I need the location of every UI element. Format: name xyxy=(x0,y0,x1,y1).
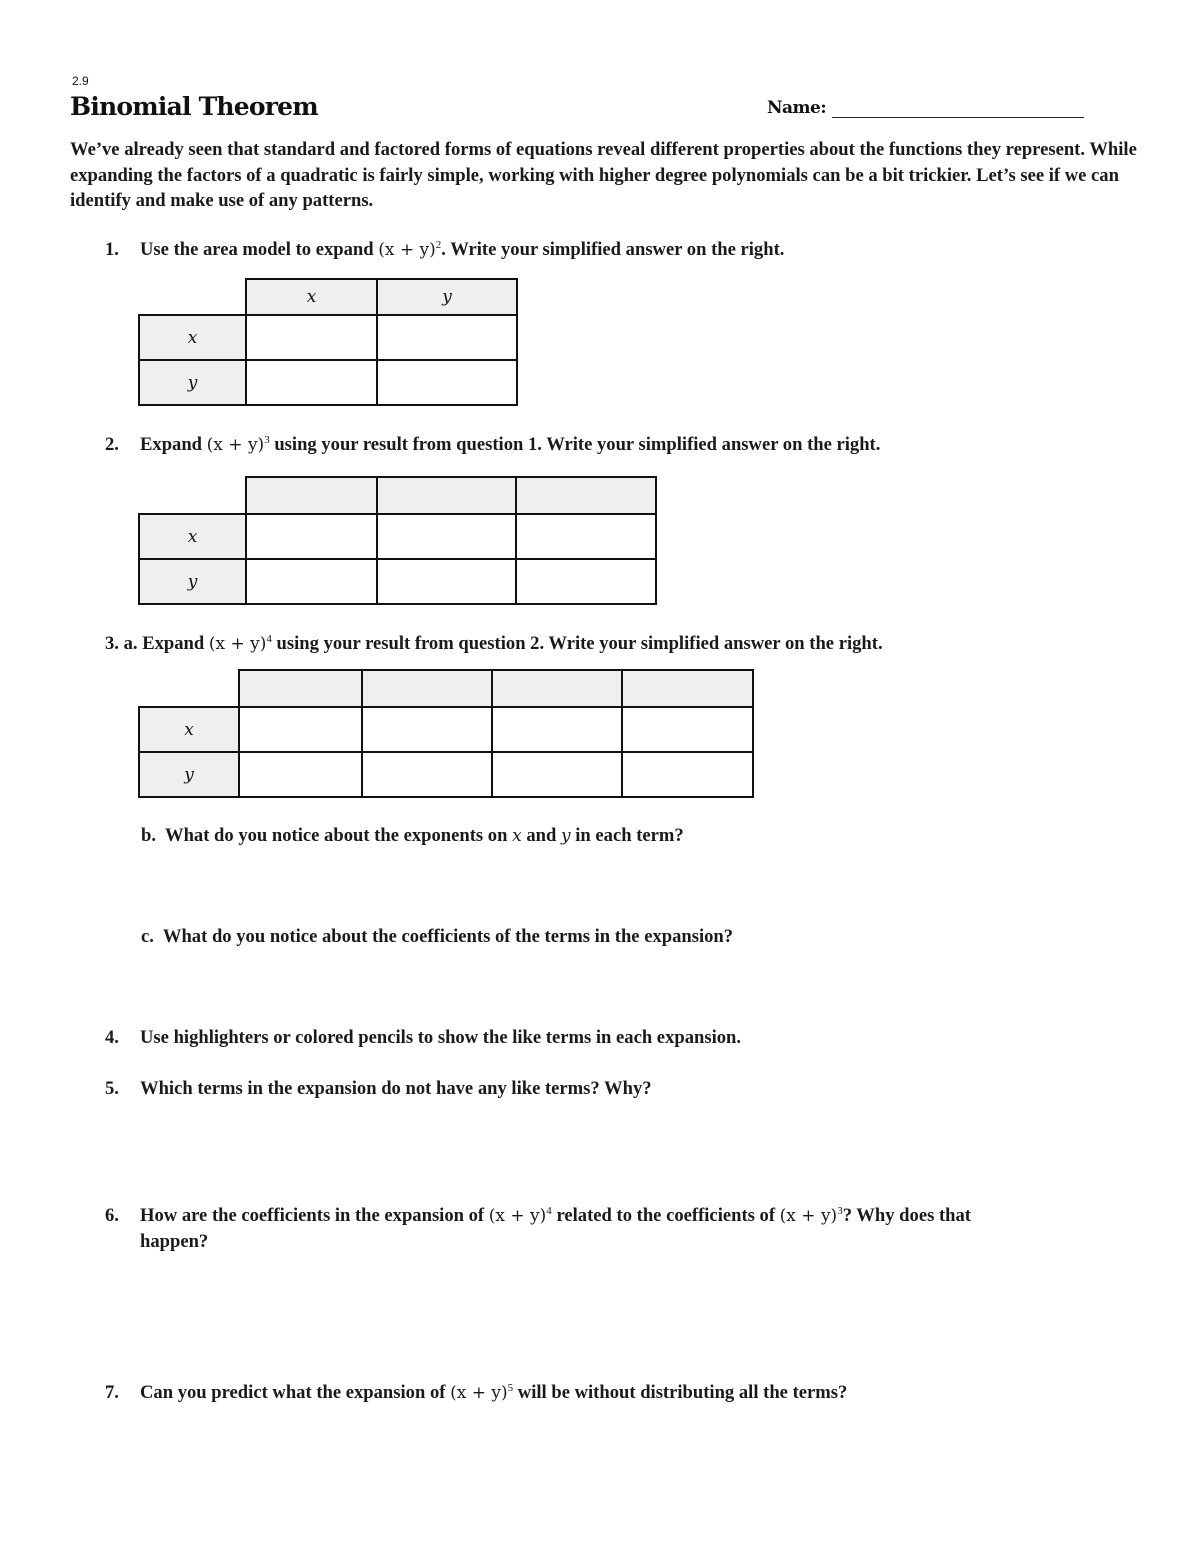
question-number: 5. xyxy=(105,1078,119,1099)
area-model-table-1 xyxy=(138,278,518,406)
row-header: y xyxy=(139,559,246,604)
answer-cell[interactable] xyxy=(377,360,517,405)
answer-cell[interactable] xyxy=(377,559,516,604)
binomial-expression: (x + y) xyxy=(779,1206,838,1226)
row-header: y xyxy=(139,752,239,797)
answer-cell[interactable] xyxy=(239,752,362,797)
answer-cell[interactable] xyxy=(246,360,377,405)
column-header: y xyxy=(377,279,517,315)
table-corner xyxy=(139,279,246,315)
column-header[interactable] xyxy=(246,477,377,514)
name-label: Name: xyxy=(767,98,827,118)
question-number: 3. a. xyxy=(105,633,138,654)
question-6: 6. How are the coefficients in the expansion of $(x + y)^4$ related to the coefficients of $(x + y)^3$? Why does that xyxy=(105,1205,971,1226)
question-label: c. xyxy=(141,926,154,947)
answer-cell[interactable] xyxy=(492,707,622,752)
binomial-expression: (x + y) xyxy=(378,240,436,260)
table-corner xyxy=(139,477,246,514)
variable-y: y xyxy=(560,826,571,846)
question-7: 7. Can you predict what the expansion of $(x + y)^5$ will be without distributing all the terms? xyxy=(105,1382,848,1403)
area-model-table-2 xyxy=(138,476,657,605)
question-5: 5. Which terms in the expansion do not have any like terms? Why? xyxy=(105,1078,652,1099)
binomial-expression: (x + y) xyxy=(488,1206,547,1226)
answer-cell[interactable] xyxy=(362,707,492,752)
page-title: Binomial Theorem xyxy=(70,92,318,121)
column-header[interactable] xyxy=(377,477,516,514)
section-number: 2.9 xyxy=(72,74,89,88)
question-number: 6. xyxy=(105,1205,119,1226)
column-header[interactable] xyxy=(492,670,622,707)
question-4: 4. Use highlighters or colored pencils to show the like terms in each expansion. xyxy=(105,1027,742,1048)
question-6-continued: happen? xyxy=(140,1231,209,1252)
answer-cell[interactable] xyxy=(516,514,656,559)
answer-cell[interactable] xyxy=(377,315,517,360)
question-number: 7. xyxy=(105,1382,119,1403)
column-header[interactable] xyxy=(516,477,656,514)
binomial-expression: (x + y) xyxy=(208,634,267,654)
column-header[interactable] xyxy=(239,670,362,707)
answer-cell[interactable] xyxy=(362,752,492,797)
question-number: 1. xyxy=(105,239,119,260)
exponent: 4 xyxy=(546,1205,552,1217)
question-number: 2. xyxy=(105,434,119,455)
name-field[interactable] xyxy=(832,117,1084,118)
exponent: 2 xyxy=(435,239,442,251)
answer-cell[interactable] xyxy=(516,559,656,604)
exponent: 5 xyxy=(507,1382,514,1394)
table-corner xyxy=(139,670,239,707)
area-model-table-3 xyxy=(138,669,754,798)
question-number: 4. xyxy=(105,1027,119,1048)
row-header: x xyxy=(139,514,246,559)
binomial-expression: (x + y) xyxy=(206,435,265,455)
exponent: 3 xyxy=(837,1205,843,1217)
question-2: 2. Expand $(x + y)^3$ using your result from question 1. Write your simplified answer on the right. xyxy=(105,434,881,455)
answer-cell[interactable] xyxy=(239,707,362,752)
row-header: y xyxy=(139,360,246,405)
variable-x: x xyxy=(512,826,522,846)
answer-cell[interactable] xyxy=(246,315,377,360)
question-label: b. xyxy=(141,825,156,846)
column-header[interactable] xyxy=(622,670,753,707)
exponent: 3 xyxy=(264,434,270,446)
question-3c: c. What do you notice about the coefficients of the terms in the expansion? xyxy=(141,926,734,947)
row-header: x xyxy=(139,707,239,752)
question-3a: 3. a. Expand $(x + y)^4$ using your result from question 2. Write your simplified answer on the right. xyxy=(105,633,883,654)
column-header[interactable] xyxy=(362,670,492,707)
row-header: x xyxy=(139,315,246,360)
binomial-expression: (x + y) xyxy=(450,1383,508,1403)
answer-cell[interactable] xyxy=(622,707,753,752)
intro-paragraph: We’ve already seen that standard and factored forms of equations reveal different properties about the functions they represent. While expanding the factors of a quadratic is fairly simple, working with higher degree polynomials can be a bit trickier. Let’s see if we can identify and make use of any patterns. xyxy=(70,139,1137,211)
answer-cell[interactable] xyxy=(377,514,516,559)
exponent: 4 xyxy=(266,633,272,645)
answer-cell[interactable] xyxy=(622,752,753,797)
column-header: x xyxy=(246,279,377,315)
answer-cell[interactable] xyxy=(246,559,377,604)
question-3b: b. What do you notice about the exponents on x and y in each term? xyxy=(141,825,684,846)
answer-cell[interactable] xyxy=(492,752,622,797)
answer-cell[interactable] xyxy=(246,514,377,559)
question-1: 1. Use the area model to expand $(x + y)^2$. Write your simplified answer on the right. xyxy=(105,239,785,260)
